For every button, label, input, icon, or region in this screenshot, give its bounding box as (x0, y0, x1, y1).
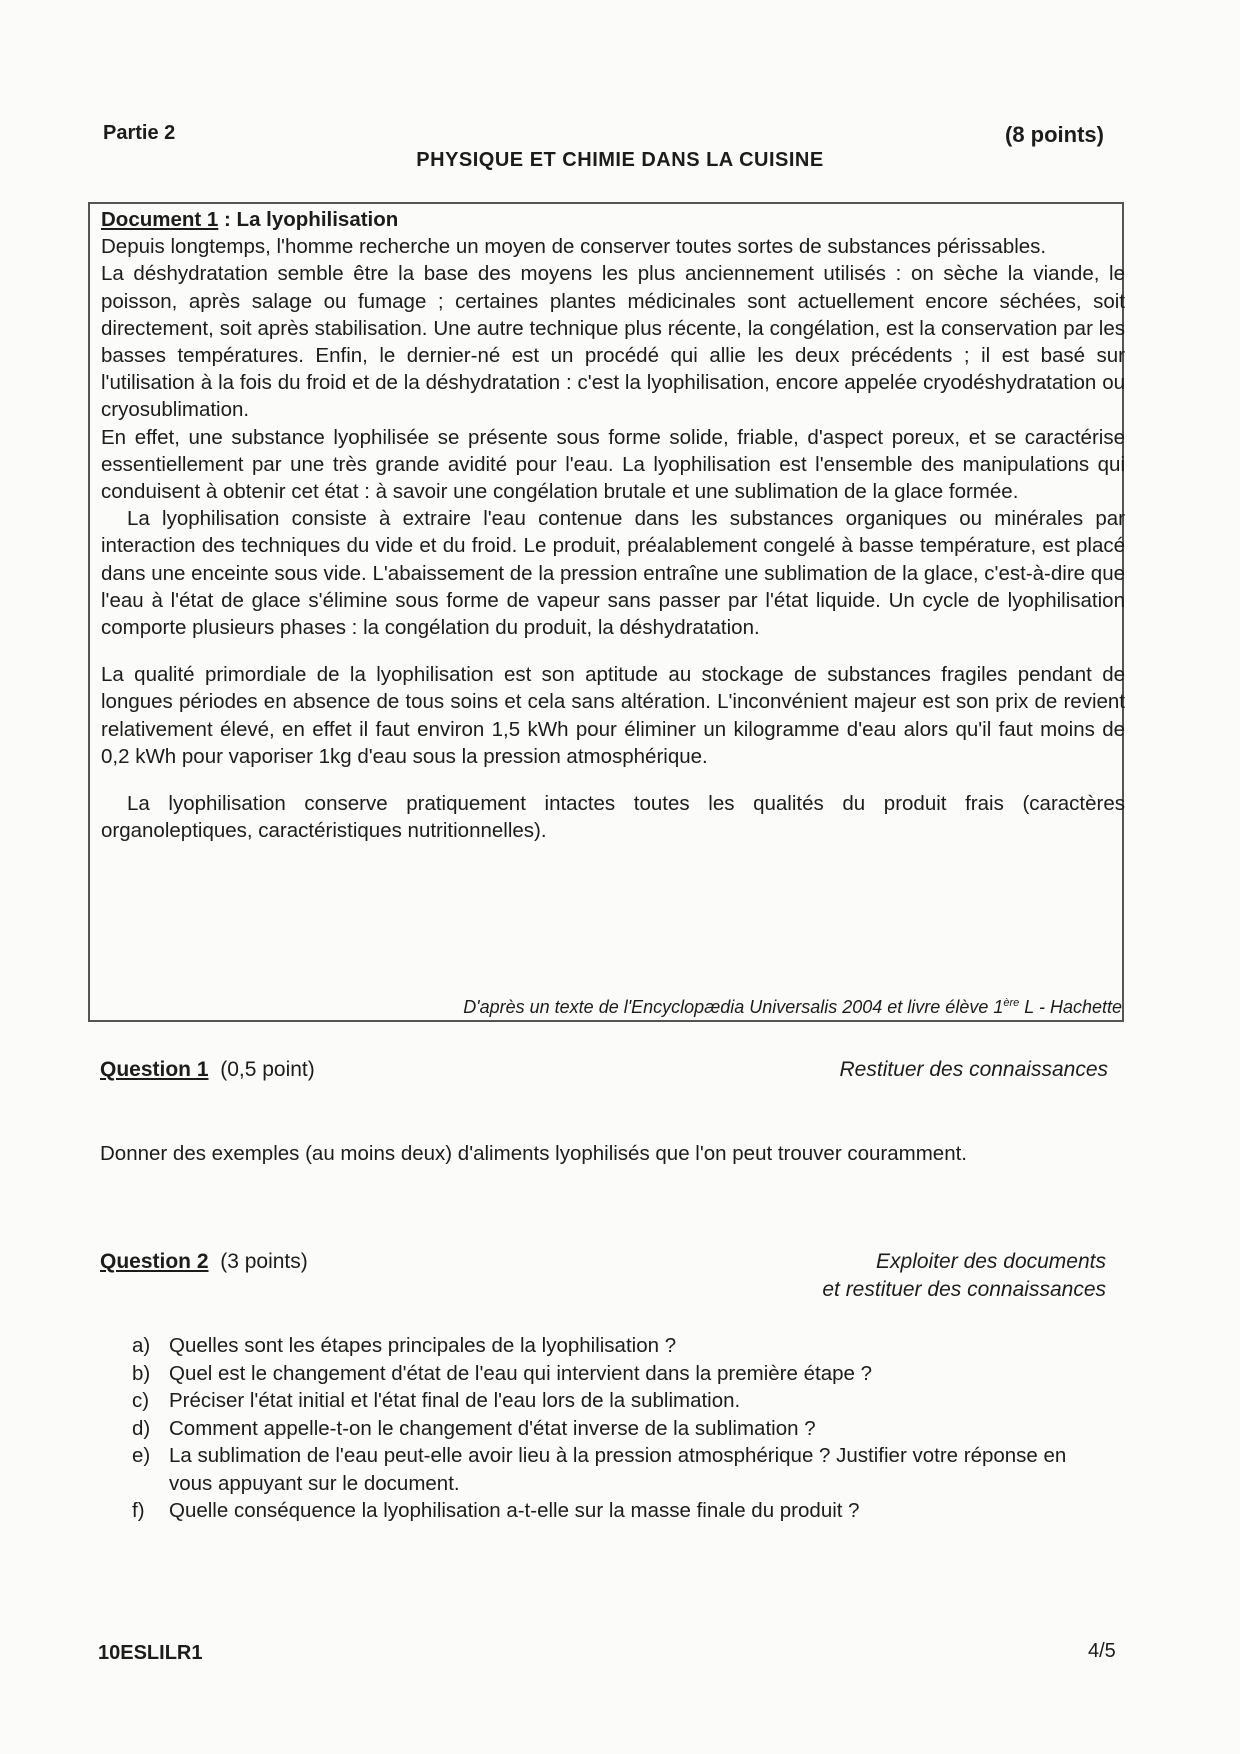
document-paragraph: Depuis longtemps, l'homme recherche un moyen de conserver toutes sortes de substances périssables. (101, 235, 1047, 259)
list-item-text: Quelles sont les étapes principales de la lyophilisation ? (169, 1334, 677, 1357)
source-text: D'après un texte de l'Encyclopædia Universalis 2004 et livre élève 1 (463, 997, 1004, 1017)
document-heading-title: : La lyophilisation (218, 208, 399, 231)
list-item-letter: d) (132, 1416, 151, 1440)
question-2-skill-line: et restituer des connaissances (822, 1278, 1106, 1301)
question-2-list (132, 1332, 1092, 1525)
document-paragraph: La lyophilisation conserve pratiquement intactes toutes les qualités du produit frais (caractères organoleptiques, caractéristiques nutritionnelles). (101, 792, 1125, 843)
list-item-letter: c) (132, 1389, 150, 1412)
list-item-text: Comment appelle-t-on le changement d'état inverse de la sublimation ? (169, 1416, 816, 1440)
list-item (132, 1415, 1092, 1443)
document-paragraph: La qualité primordiale de la lyophilisation est son aptitude au stockage de substances fragiles pendant de longues périodes en absence de tous soins et cela sans altération. L'inconvénient majeur est son prix de revient relativement élevé, en effet il faut environ 1,5 kWh pour éliminer un kilogramme d'eau alors qu'il faut moins de 0,2 kWh pour vaporiser 1kg d'eau sous la pression atmosphérique. (101, 663, 1125, 768)
footer-code: 10ESLILR1 (98, 1642, 203, 1664)
question-1-text: Donner des exemples (au moins deux) d'aliments lyophilisés que l'on peut trouver couramment. (100, 1142, 967, 1165)
question-1-skill: Restituer des connaissances (839, 1058, 1108, 1081)
page-number: 4/5 (1088, 1640, 1116, 1662)
list-item-letter: e) (132, 1444, 151, 1467)
question-2-points: (3 points) (220, 1250, 308, 1273)
page-title: PHYSIQUE ET CHIMIE DANS LA CUISINE (416, 149, 824, 171)
source-superscript: ère (1003, 997, 1020, 1009)
question-1-label: Question 1 (100, 1058, 209, 1081)
document-heading (101, 206, 1125, 233)
question-1-points: (0,5 point) (220, 1058, 315, 1081)
list-item (132, 1497, 1092, 1525)
list-item-letter: f) (132, 1499, 145, 1522)
document-paragraph: La lyophilisation consiste à extraire l'eau contenue dans les substances organiques ou minérales par interaction des techniques du vide et du froid. Le produit, préalablement congelé à basse température, est placé dans une enceinte sous vide. L'abaissement de la pression entraîne une sublimation de la glace, c'est-à-dire que l'eau à l'état de glace s'élimine sous forme de vapeur sans passer par l'état liquide. Un cycle de lyophilisation comporte plusieurs phases : la congélation du produit, la déshydratation. (101, 507, 1125, 640)
document-source (300, 997, 1122, 1018)
document-body (101, 206, 1125, 844)
list-item-text: Quelle conséquence la lyophilisation a-t-elle sur la masse finale du produit ? (169, 1499, 860, 1522)
source-publisher: L - Hachette (1019, 997, 1122, 1017)
list-item-text: Préciser l'état initial et l'état final de l'eau lors de la sublimation. (169, 1389, 741, 1412)
question-2-skill (600, 1248, 1106, 1304)
document-heading-label: Document 1 (101, 208, 219, 231)
list-item-letter: b) (132, 1361, 151, 1385)
part-label: Partie 2 (103, 122, 176, 144)
document-paragraph: La déshydratation semble être la base des moyens les plus anciennement utilisés : on sèche la viande, le poisson, après salage ou fumage ; certaines plantes médicinales sont actuellement encore séchées, soit directement, soit après stabilisation. Une autre technique plus récente, la congélation, est la conservation par les basses températures. Enfin, le dernier-né est un procédé qui allie les deux précédents ; il est basé sur l'utilisation à la fois du froid et de la déshydratation : c'est la lyophilisation, encore appelée cryodéshydratation ou cryosublimation. (101, 262, 1125, 422)
list-item-text: Quel est le changement d'état de l'eau qui intervient dans la première étape ? (169, 1361, 872, 1385)
document-paragraph: En effet, une substance lyophilisée se présente sous forme solide, friable, d'aspect poreux, et se caractérise essentiellement par une très grande avidité pour l'eau. La lyophilisation est l'ensemble des manipulations qui conduisent à obtenir cet état : à savoir une congélation brutale et une sublimation de la glace formée. (101, 425, 1125, 504)
list-item-letter: a) (132, 1334, 151, 1357)
part-points: (8 points) (1005, 122, 1104, 147)
question-2-header (100, 1250, 308, 1274)
question-2-label: Question 2 (100, 1250, 209, 1273)
question-2-skill-line: Exploiter des documents (876, 1250, 1106, 1273)
list-item (132, 1442, 1092, 1497)
question-1-header (100, 1058, 315, 1082)
list-item (132, 1360, 1092, 1388)
list-item (132, 1332, 1092, 1360)
list-item (132, 1387, 1092, 1415)
list-item-text: La sublimation de l'eau peut-elle avoir lieu à la pression atmosphérique ? Justifier votre réponse en vous appuyant sur le document. (169, 1444, 1067, 1495)
